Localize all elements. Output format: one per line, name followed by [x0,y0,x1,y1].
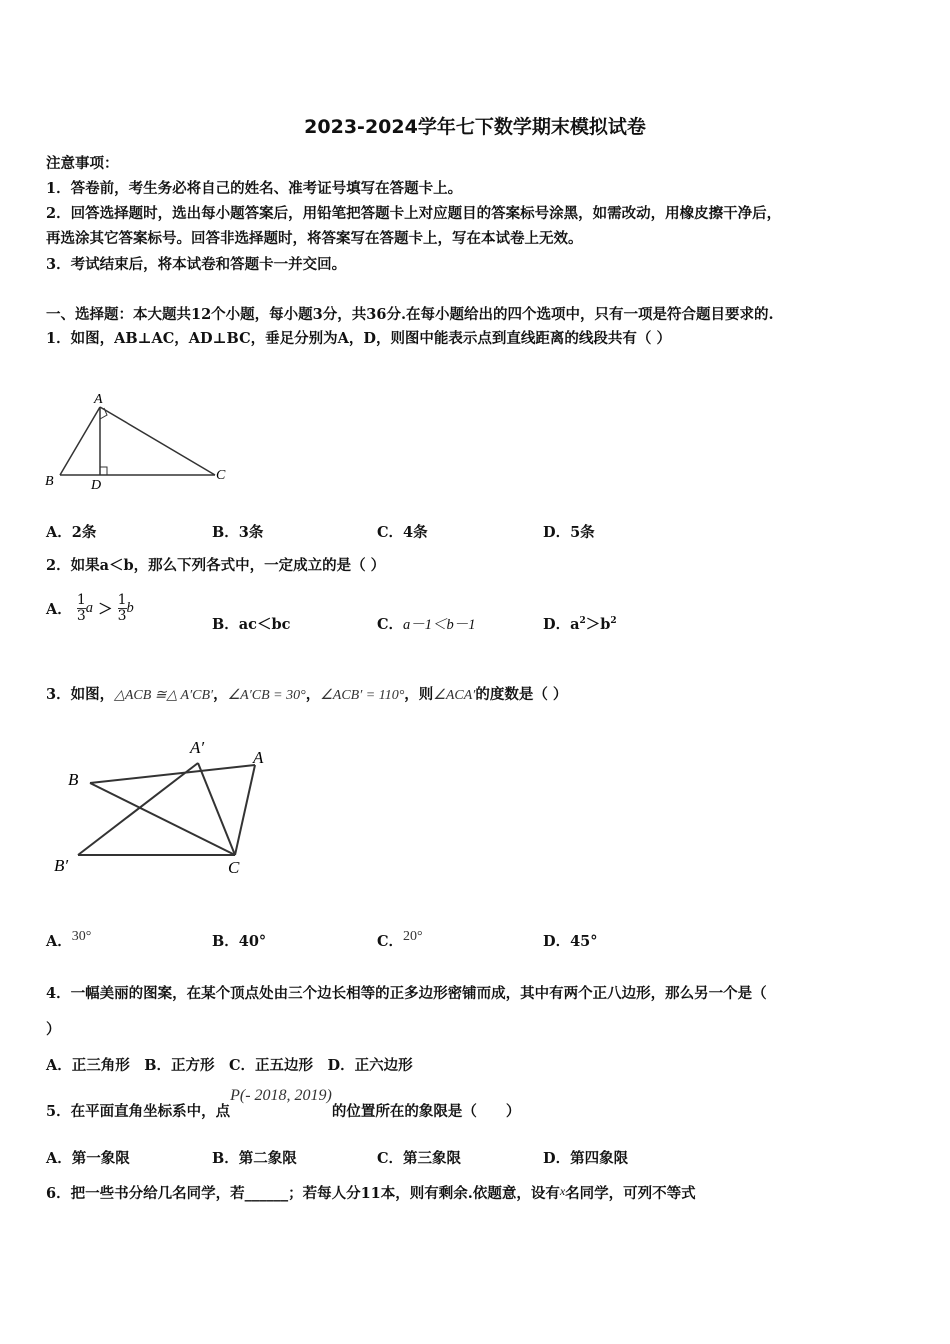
question-1-stem: 1．如图，AB⊥AC，AD⊥BC，垂足分别为A，D，则图中能表示点到直线距离的线段共有（ ） [46,330,671,347]
stem-text: 3．如图， [46,686,115,703]
q2-option-a-prefix: A． [46,601,72,618]
angle-condition: ∠A′CB = 30° [227,688,306,703]
vertex-label-d: D [91,478,102,493]
exponent: 2 [579,616,586,627]
q2-option-c[interactable] [377,613,476,634]
expression: a－1＜b－1 [403,617,476,633]
q3-option-d[interactable]: D．45° [543,933,598,950]
q5-option-d[interactable]: D．第四象限 [543,1150,629,1167]
q3-triangles-figure [50,735,280,885]
q3-option-a[interactable] [46,930,91,951]
base: a [570,616,580,633]
q2-option-c-prefix: C． [377,616,404,633]
q1-option-b[interactable]: B．3条 [212,524,264,541]
option-value: 30° [71,929,92,944]
angle-condition: ∠ACB′ = 110° [320,688,405,703]
answer-blank: ______ [244,1185,289,1202]
vertex-label-a: A [94,392,103,407]
page-title: 2023-2024学年七下数学期末模拟试卷 [304,116,646,138]
q2-option-a[interactable] [46,593,134,624]
question-4-stem: 4．一幅美丽的图案，在某个顶点处由三个边长相等的正多边形密铺而成，其中有两个正八边形，那么另一个是（ [46,985,767,1002]
q3-option-b[interactable]: B．40° [212,933,267,950]
notice-heading: 注意事项： [46,155,119,172]
vertex-label-a-prime: A′ [190,738,205,757]
target-angle: ∠ACA′ [433,688,476,703]
operator: ＞ [98,601,113,618]
variable: x [559,1184,566,1198]
operator: ＞b [585,616,611,633]
q5-option-c[interactable]: C．第三象限 [377,1150,462,1167]
question-6-stem [46,1182,696,1203]
stem-text: 5．在平面直角坐标系中，点 [46,1103,231,1120]
vertex-label-b-prime: B′ [54,856,69,875]
q1-option-d[interactable]: D．5条 [543,524,595,541]
question-2-stem: 2．如果a＜b，那么下列各式中，一定成立的是（ ） [46,557,386,574]
stem-text: 的位置所在的象限是（ ） [331,1103,521,1120]
denominator: 3 [117,608,127,624]
numerator: 1 [117,592,127,608]
q3-option-c[interactable] [377,930,423,951]
question-3-stem [46,683,567,704]
separator: ， [213,686,228,703]
q2-option-d-prefix: D． [543,616,571,633]
q2-option-d[interactable] [543,613,617,634]
q3-option-a-prefix: A． [46,933,72,950]
question-4-stem-cont: ） [46,1021,61,1038]
congruence-condition: △ACB ≅△ A′CB′ [114,688,214,703]
stem-text: 6．把一些书分给几名同学，若 [46,1185,245,1202]
denominator: 3 [76,608,86,624]
vertex-label-a: A [253,748,264,767]
exponent: 2 [610,616,617,627]
variable: b [126,600,134,616]
notice-item: 2．回答选择题时，选出每小题答案后，用铅笔把答题卡上对应题目的答案标号涂黑，如需改动，用橡皮擦干净后， [46,205,782,222]
vertex-label-c: C [228,858,240,877]
numerator: 1 [76,592,86,608]
fraction [118,593,127,624]
notice-item: 3．考试结束后，将本试卷和答题卡一并交回。 [46,256,347,273]
option-value: 20° [403,929,423,944]
q5-option-a[interactable]: A．第一象限 [46,1150,130,1167]
q1-option-a[interactable]: A．2条 [46,524,97,541]
fraction [77,593,86,624]
point-coordinates: P(- 2018, 2019) [230,1087,332,1104]
vertex-label-b: B [68,770,79,789]
stem-text: 的度数是（ ） [475,686,568,703]
q1-triangle-figure [40,385,240,495]
q3-option-c-prefix: C． [377,933,404,950]
stem-text: ；若每人分11本，则有剩余.依题意，设有 [288,1185,560,1202]
stem-text: ，则 [404,686,434,703]
notice-item: 再选涂其它答案标号。回答非选择题时，将答案写在答题卡上，写在本试卷上无效。 [46,230,583,247]
separator: ， [305,686,321,703]
stem-text: 名同学，可列不等式 [565,1185,696,1202]
q2-option-b[interactable]: B．ac＜bc [212,616,291,633]
notice-item: 1．答卷前，考生务必将自己的姓名、准考证号填写在答题卡上。 [46,180,463,197]
vertex-label-b: B [45,474,54,489]
section-heading: 一、选择题：本大题共12个小题，每小题3分，共36分.在每小题给出的四个选项中，只有一项是符合题目要求的. [46,306,774,323]
question-5-stem [46,1084,521,1120]
q4-options[interactable]: A．正三角形 B．正方形 C．正五边形 D．正六边形 [46,1057,413,1074]
vertex-label-c: C [216,468,226,483]
q1-option-c[interactable]: C．4条 [377,524,428,541]
variable: a [85,600,93,616]
q5-option-b[interactable]: B．第二象限 [212,1150,297,1167]
